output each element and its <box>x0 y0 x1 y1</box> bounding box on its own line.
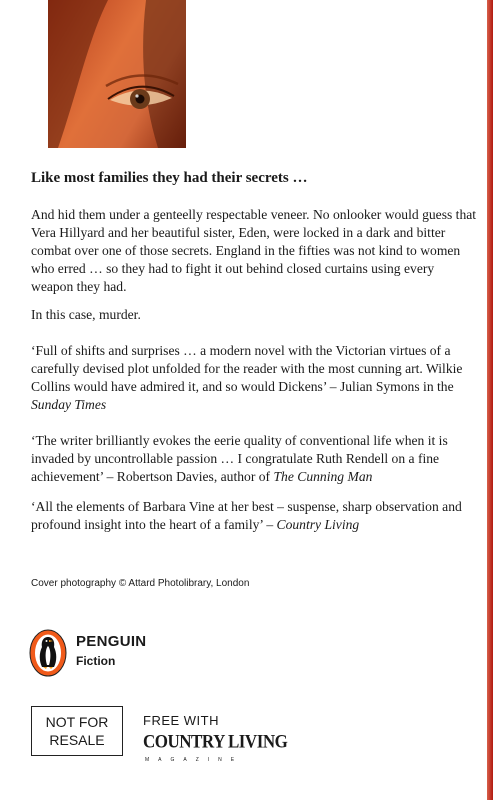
photo-credit: Cover photography © Attard Photolibrary, London <box>31 578 250 589</box>
red-spine-edge <box>487 0 493 800</box>
eye-image <box>48 0 186 148</box>
magazine-wordmark: MAGAZINE <box>145 757 244 763</box>
quote-1-source: Sunday Times <box>31 397 107 412</box>
cover-photo-eye <box>48 0 186 148</box>
country-living-logo: COUNTRY LIVING <box>143 731 288 752</box>
quote-2-source: The Cunning Man <box>273 469 373 484</box>
publisher-imprint: Fiction <box>76 654 116 668</box>
review-quote-2 <box>31 432 477 486</box>
not-for-resale-line-2: RESALE <box>49 732 105 748</box>
penguin-icon <box>29 629 67 677</box>
publisher-mark <box>76 633 146 668</box>
synopsis-paragraph: And hid them under a genteelly respectable veneer. No onlooker would guess that Vera Hillyard and her beautiful sister, Eden, were locked in a dark and bitter combat over one of those secrets. England in the fifties was not kind to women who erred … so they had to fight it out behind closed curtains using every weapon they had. <box>31 207 477 294</box>
free-with-label: FREE WITH <box>143 713 219 728</box>
quote-3-text: ‘All the elements of Barbara Vine at her best – suspense, sharp observation and profound insight into the heart of a family’ – <box>31 499 462 532</box>
tagline-paragraph: In this case, murder. <box>31 307 141 322</box>
review-quote-3 <box>31 498 477 534</box>
quote-3-source: Country Living <box>276 517 360 532</box>
not-for-resale-box <box>31 706 123 756</box>
quote-2-text: ‘The writer brilliantly evokes the eerie quality of conventional life when it is invaded by uncontrollable passion … I congratulate Ruth Rendell on a fine achievement’ – Robertson Davies, author of <box>31 433 448 484</box>
not-for-resale-line-1: NOT FOR <box>45 714 109 730</box>
headline: Like most families they had their secrets … <box>31 170 308 186</box>
publisher-name: PENGUIN <box>76 633 147 650</box>
quote-1-text: ‘Full of shifts and surprises … a modern novel with the Victorian virtues of a carefully devised plot unfolded for the reader with the most cunning art. Wilkie Collins would have admired it, and so would Dickens’ – Julian Symons in the <box>31 343 463 394</box>
review-quote-1 <box>31 342 477 414</box>
